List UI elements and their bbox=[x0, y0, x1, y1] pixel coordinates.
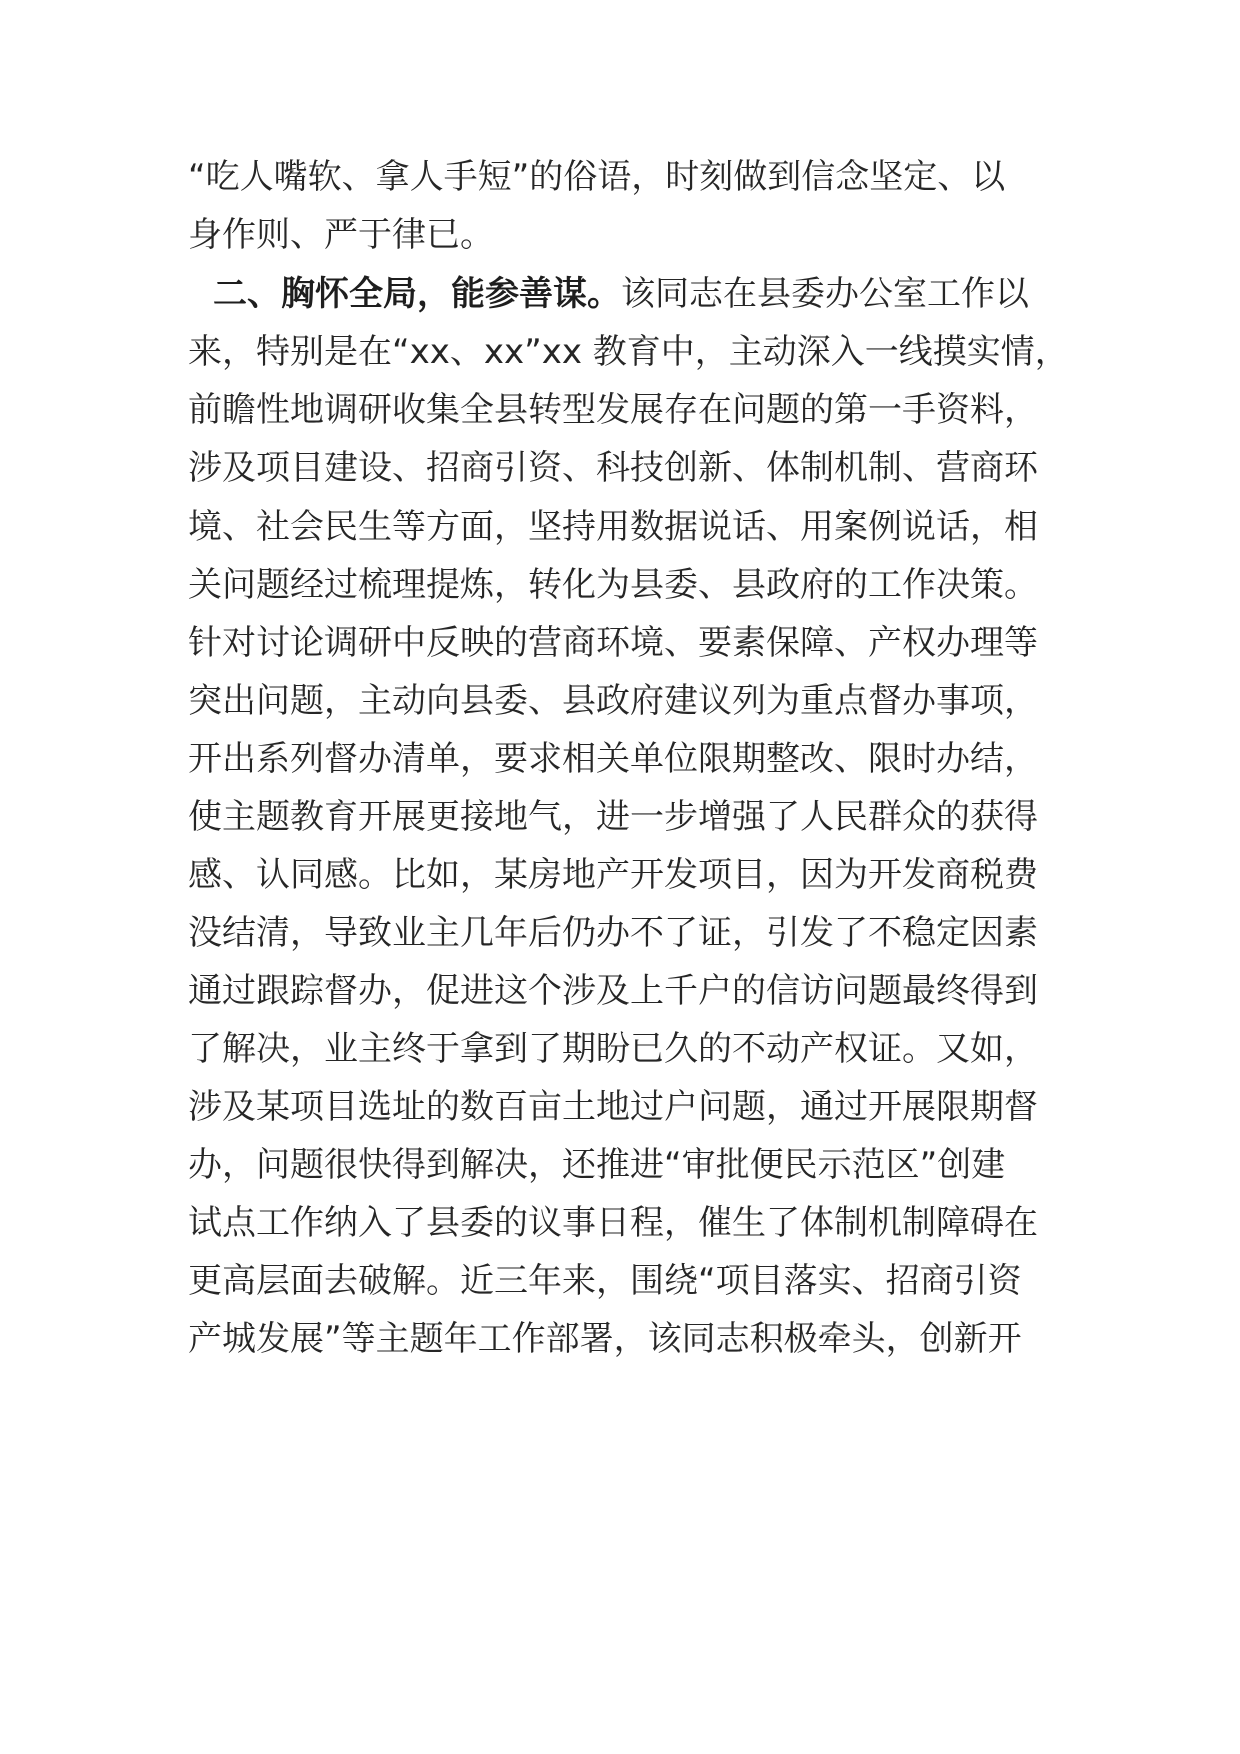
paragraph-line-8: 关问题经过梳理提炼，转化为县委、县政府的工作决策。 bbox=[188, 565, 1038, 605]
paragraph-line-19: 试点工作纳入了县委的议事日程，催生了体制机制障碍在 bbox=[188, 1203, 1038, 1243]
paragraph-line-6: 涉及项目建设、招商引资、科技创新、体制机制、营商环 bbox=[188, 448, 1038, 488]
paragraph-line-15: 通过跟踪督办，促进这个涉及上千户的信访问题最终得到 bbox=[188, 971, 1038, 1011]
paragraph-line-21: 产城发展”等主题年工作部署，该同志积极牵头，创新开 bbox=[188, 1319, 1022, 1359]
paragraph-line-4: 来，特别是在“xx、xx”xx 教育中，主动深入一线摸实情， bbox=[188, 332, 1069, 372]
paragraph-line-10: 突出问题，主动向县委、县政府建议列为重点督办事项， bbox=[188, 681, 1038, 721]
paragraph-line-14: 没结清，导致业主几年后仍办不了证，引发了不稳定因素 bbox=[188, 913, 1038, 953]
paragraph-line-7: 境、社会民生等方面，坚持用数据说话、用案例说话，相 bbox=[188, 507, 1038, 547]
paragraph-line-9: 针对讨论调研中反映的营商环境、要素保障、产权办理等 bbox=[188, 623, 1038, 663]
paragraph-line-16: 了解决，业主终于拿到了期盼已久的不动产权证。又如， bbox=[188, 1029, 1038, 1069]
paragraph-line-2: 身作则、严于律已。 bbox=[188, 215, 494, 255]
paragraph-line-17: 涉及某项目选址的数百亩土地过户问题，通过开展限期督 bbox=[188, 1087, 1038, 1127]
paragraph-line-20: 更高层面去破解。近三年来，围绕“项目落实、招商引资 bbox=[188, 1261, 1022, 1301]
paragraph-line-1: “吃人嘴软、拿人手短”的俗语，时刻做到信念坚定、以 bbox=[188, 157, 1006, 197]
section-line-text: 该同志在县委办公室工作以 bbox=[621, 274, 1029, 314]
section-line bbox=[213, 272, 1029, 316]
paragraph-line-5: 前瞻性地调研收集全县转型发展存在问题的第一手资料， bbox=[188, 390, 1038, 430]
paragraph-line-12: 使主题教育开展更接地气，进一步增强了人民群众的获得 bbox=[188, 797, 1038, 837]
paragraph-line-13: 感、认同感。比如，某房地产开发项目，因为开发商税费 bbox=[188, 855, 1038, 895]
paragraph-line-11: 开出系列督办清单，要求相关单位限期整改、限时办结， bbox=[188, 739, 1038, 779]
section-heading: 二、胸怀全局，能参善谋。 bbox=[213, 274, 621, 314]
paragraph-line-18: 办，问题很快得到解决，还推进“审批便民示范区”创建 bbox=[188, 1145, 1006, 1185]
